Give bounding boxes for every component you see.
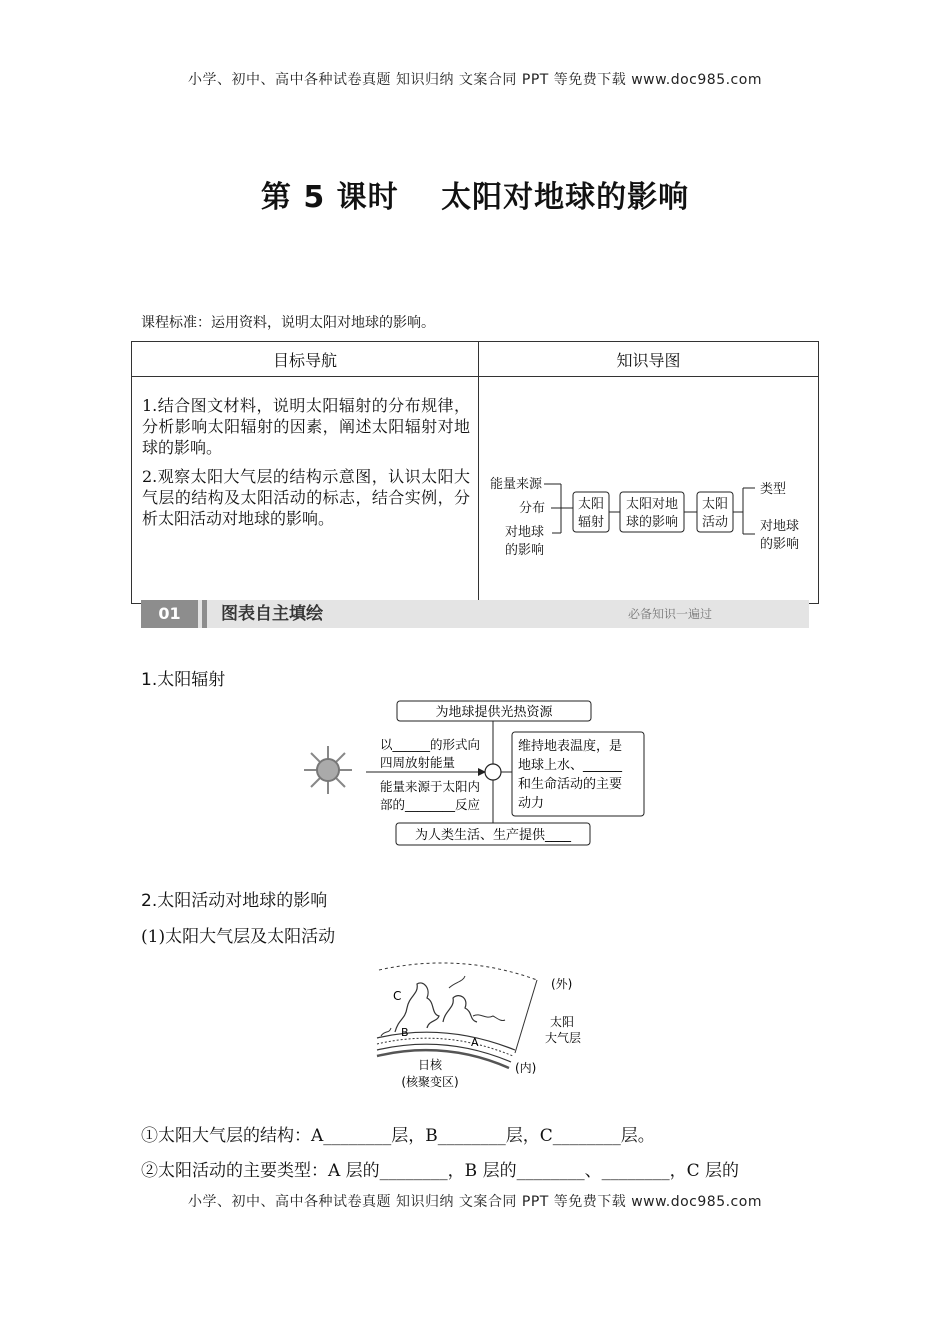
left-top-line: 四周放射能量 bbox=[380, 755, 456, 770]
svg-text:太阳: 太阳 bbox=[577, 497, 605, 512]
overview-table bbox=[131, 341, 819, 604]
prominence-icon bbox=[395, 983, 439, 1032]
knowledge-mindmap bbox=[479, 377, 818, 599]
label-inner: (内) bbox=[515, 1061, 537, 1075]
left-bottom-line: 能量来源于太阳内 bbox=[380, 779, 481, 794]
page-title: 第 5 课时 太阳对地球的影响 bbox=[260, 180, 690, 215]
solar-atmosphere-diagram bbox=[365, 958, 595, 1090]
goal-item: 1.结合图文材料，说明太阳辐射的分布规律，分析影响太阳辐射的因素，阐述太阳辐射对地球的影响。 bbox=[142, 396, 470, 457]
label-core-sub: (核聚变区) bbox=[401, 1075, 459, 1089]
left-top-line: 以______的形式向 bbox=[380, 737, 481, 752]
page-header: 小学、初中、高中各种试卷真题 知识归纳 文案合同 PPT 等免费下载 www.doc985.com bbox=[188, 72, 762, 88]
section2-subheading: (1)太阳大气层及太阳活动 bbox=[141, 927, 336, 947]
goals-cell bbox=[132, 377, 479, 604]
banner-label: 图表自主填绘 bbox=[221, 604, 323, 624]
label-c: C bbox=[393, 989, 402, 1003]
question-2: ②太阳活动的主要类型：A 层的________，B 层的________、________，C 层的 bbox=[141, 1161, 739, 1181]
svg-text:球的影响: 球的影响 bbox=[625, 515, 679, 530]
svg-text:为人类生活、生产提供____: 为人类生活、生产提供____ bbox=[414, 828, 572, 843]
left-bottom-line: 部的________反应 bbox=[380, 797, 481, 812]
goal-item: 2.观察太阳大气层的结构示意图，认识太阳大气层的结构及太阳活动的标志，结合实例，分析太阳活动对地球的影响。 bbox=[142, 467, 470, 528]
svg-text:维持地表温度，是: 维持地表温度，是 bbox=[518, 739, 623, 754]
label-b: B bbox=[401, 1026, 409, 1039]
map-right-item: 类型 bbox=[760, 482, 787, 497]
svg-text:动力: 动力 bbox=[518, 796, 545, 811]
label-atmosphere: 太阳 bbox=[550, 1015, 575, 1029]
page-footer: 小学、初中、高中各种试卷真题 知识归纳 文案合同 PPT 等免费下载 www.doc985.com bbox=[188, 1194, 762, 1210]
goals-header: 目标导航 bbox=[132, 342, 479, 377]
section-banner bbox=[141, 600, 809, 628]
question-1: ①太阳大气层的结构：A________层，B________层，C________层。 bbox=[141, 1126, 655, 1146]
svg-text:地球上水、______: 地球上水、______ bbox=[518, 758, 623, 773]
map-left-item: 分布 bbox=[519, 501, 546, 516]
svg-text:太阳对地: 太阳对地 bbox=[625, 497, 679, 512]
map-right-item: 对地球 bbox=[760, 519, 800, 534]
section1-heading: 1.太阳辐射 bbox=[141, 670, 226, 690]
label-core: 日核 bbox=[417, 1058, 443, 1072]
sun-icon bbox=[304, 746, 352, 794]
mindmap-header: 知识导图 bbox=[479, 342, 819, 377]
banner-divider bbox=[202, 600, 207, 628]
label-outer: (外) bbox=[551, 977, 573, 991]
map-right-item: 的影响 bbox=[760, 537, 800, 552]
section2-heading: 2.太阳活动对地球的影响 bbox=[141, 891, 328, 911]
banner-number: 01 bbox=[141, 600, 198, 628]
svg-text:辐射: 辐射 bbox=[577, 515, 605, 530]
svg-text:活动: 活动 bbox=[701, 515, 729, 530]
label-atmosphere: 大气层 bbox=[545, 1031, 582, 1045]
svg-text:太阳: 太阳 bbox=[701, 497, 729, 512]
banner-subtitle: 必备知识一遍过 bbox=[627, 607, 712, 621]
solar-radiation-diagram bbox=[300, 696, 660, 852]
curriculum-standard: 课程标准：运用资料，说明太阳对地球的影响。 bbox=[141, 315, 435, 331]
map-left-item: 的影响 bbox=[505, 543, 545, 558]
svg-text:和生命活动的主要: 和生命活动的主要 bbox=[518, 777, 623, 792]
mindmap-cell bbox=[479, 377, 819, 604]
map-left-item: 对地球 bbox=[505, 525, 545, 540]
map-left-item: 能量来源 bbox=[490, 477, 543, 492]
label-a: A bbox=[471, 1036, 479, 1049]
svg-text:为地球提供光热资源: 为地球提供光热资源 bbox=[435, 705, 553, 720]
